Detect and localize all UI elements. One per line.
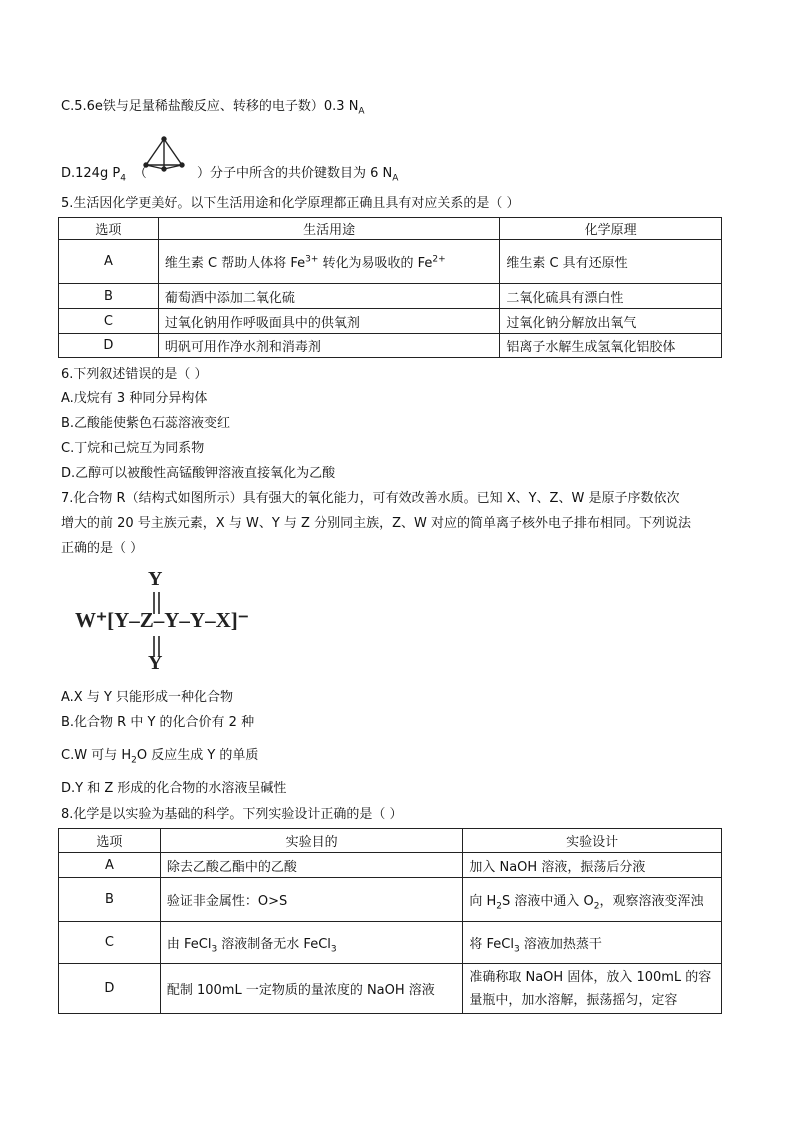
q5-row-d-principle: 铝离子水解生成氢氧化铝胶体 bbox=[500, 334, 722, 358]
structure-top-y: Y bbox=[148, 568, 163, 590]
q8-row-d-design bbox=[463, 964, 722, 1014]
q8-row-d-option: D bbox=[59, 964, 161, 1014]
q7-option-b: B.化合物 R 中 Y 的化合价有 2 种 bbox=[61, 715, 255, 730]
q4-option-c bbox=[61, 98, 365, 116]
q7-stem-line1: 7.化合物 R（结构式如图所示）具有强大的氧化能力，可有效改善水质。已知 X、Y、Z、W 是原子序数依次 bbox=[61, 491, 680, 506]
q8-row-b-option: B bbox=[59, 878, 161, 922]
q5-row-a-use-pre: 维生素 C 帮助人体将 Fe bbox=[164, 256, 306, 271]
q8-row-c-purpose-sub2: 3 bbox=[330, 944, 337, 955]
q8-row-d-design-line1: 准确称取 NaOH 固体，放入 100mL 的容 bbox=[469, 969, 712, 985]
structure-main-chain: W⁺[Y–Z–Y–Y–X]⁻ bbox=[75, 608, 249, 632]
q8-row-d-purpose: 配制 100mL 一定物质的量浓度的 NaOH 溶液 bbox=[160, 964, 463, 1014]
q8-row-c-design-post: 溶液加热蒸干 bbox=[519, 937, 602, 952]
q7-option-c-pre: C.W 可与 H bbox=[61, 748, 132, 763]
q8-header-purpose: 实验目的 bbox=[160, 829, 463, 853]
compound-r-structure bbox=[75, 566, 315, 676]
table-row bbox=[59, 240, 722, 284]
q8-row-c-purpose bbox=[160, 922, 463, 964]
q8-row-c-design-sub: 3 bbox=[513, 944, 520, 955]
q5-row-c-use: 过氧化钠用作呼吸面具中的供氧剂 bbox=[158, 309, 499, 334]
q5-row-d-use: 明矾可用作净水剂和消毒剂 bbox=[158, 334, 499, 358]
q8-row-c-purpose-pre: 由 FeCl bbox=[166, 937, 212, 952]
q4-option-c-text: C.5.6e铁与足量稀盐酸反应、转移的电子数）0.3 N bbox=[61, 99, 359, 114]
q5-row-b-principle: 二氧化硫具有漂白性 bbox=[500, 284, 722, 309]
q5-table bbox=[58, 217, 722, 358]
q5-row-a-use bbox=[158, 240, 499, 284]
q8-stem: 8.化学是以实验为基础的科学。下列实验设计正确的是（ ） bbox=[61, 807, 403, 822]
q8-row-b-design-post: ，观察溶液变浑浊 bbox=[599, 894, 704, 909]
q5-row-b-option: B bbox=[59, 284, 159, 309]
q6-stem: 6.下列叙述错误的是（ ） bbox=[61, 367, 208, 382]
q4-option-d-sub4: 4 bbox=[120, 173, 126, 184]
q8-header-row bbox=[59, 829, 722, 853]
q5-row-b-use: 葡萄酒中添加二氧化硫 bbox=[158, 284, 499, 309]
q7-option-d: D.Y 和 Z 形成的化合物的水溶液呈碱性 bbox=[61, 781, 287, 796]
q6-option-c: C.丁烷和己烷互为同系物 bbox=[61, 441, 205, 456]
q8-row-c-option: C bbox=[59, 922, 161, 964]
q8-row-d-design-line2: 量瓶中，加水溶解，振荡摇匀，定容 bbox=[469, 992, 678, 1008]
q7-option-c bbox=[61, 747, 258, 765]
q5-stem: 5.生活因化学更美好。以下生活用途和化学原理都正确且具有对应关系的是（ ） bbox=[61, 196, 520, 211]
table-row bbox=[59, 853, 722, 878]
q8-row-b-design-sub2: 2 bbox=[593, 901, 600, 912]
q4-option-d-post: ）分子中所含的共价键数目为 6 N bbox=[196, 166, 393, 181]
q8-row-c-purpose-mid: 溶液制备无水 FeCl bbox=[217, 937, 331, 952]
q4-option-d-pre: D.124g P bbox=[61, 166, 121, 181]
q8-row-b-design-sub1: 2 bbox=[496, 901, 503, 912]
q4-option-d-paren: （ bbox=[133, 166, 147, 181]
q7-option-a: A.X 与 Y 只能形成一种化合物 bbox=[61, 690, 234, 705]
q6-option-a: A.戊烷有 3 种同分异构体 bbox=[61, 391, 208, 406]
q8-row-b-purpose: 验证非金属性：O>S bbox=[160, 878, 463, 922]
q5-row-c-option: C bbox=[59, 309, 159, 334]
structure-bottom-y: Y bbox=[148, 652, 163, 674]
table-row bbox=[59, 334, 722, 358]
q5-row-a-sup1: 3+ bbox=[305, 254, 319, 265]
q8-row-a-option: A bbox=[59, 853, 161, 878]
q8-row-b-design-mid: S 溶液中通入 O bbox=[502, 894, 594, 909]
q8-row-c-purpose-sub1: 3 bbox=[211, 944, 218, 955]
table-row bbox=[59, 964, 722, 1014]
q8-row-b-design-pre: 向 H bbox=[469, 894, 497, 909]
q6-option-b: B.乙酸能使紫色石蕊溶液变红 bbox=[61, 416, 231, 431]
q5-header-use: 生活用途 bbox=[158, 218, 499, 240]
q5-row-a-sup2: 2+ bbox=[432, 254, 446, 265]
q5-row-c-principle: 过氧化钠分解放出氧气 bbox=[500, 309, 722, 334]
q8-row-a-purpose: 除去乙酸乙酯中的乙酸 bbox=[160, 853, 463, 878]
table-row bbox=[59, 922, 722, 964]
q5-row-a-use-mid: 转化为易吸收的 Fe bbox=[318, 256, 433, 271]
q4-option-c-sub: A bbox=[358, 106, 365, 117]
table-row bbox=[59, 284, 722, 309]
q5-row-a-option: A bbox=[59, 240, 159, 284]
q7-stem-line3: 正确的是（ ） bbox=[61, 541, 144, 556]
q5-header-row bbox=[59, 218, 722, 240]
q8-row-b-design bbox=[463, 878, 722, 922]
q4-option-d-subA: A bbox=[392, 173, 399, 184]
q8-row-c-design bbox=[463, 922, 722, 964]
q8-row-c-design-pre: 将 FeCl bbox=[469, 937, 514, 952]
q8-table bbox=[58, 828, 722, 1014]
q4-option-d bbox=[61, 165, 398, 183]
q8-header-design: 实验设计 bbox=[463, 829, 722, 853]
q5-row-d-option: D bbox=[59, 334, 159, 358]
table-row bbox=[59, 878, 722, 922]
q5-header-option: 选项 bbox=[59, 218, 159, 240]
q6-option-d: D.乙醇可以被酸性高锰酸钾溶液直接氧化为乙酸 bbox=[61, 466, 336, 481]
q8-row-a-design: 加入 NaOH 溶液，振荡后分液 bbox=[463, 853, 722, 878]
table-row bbox=[59, 309, 722, 334]
q5-row-a-principle: 维生素 C 具有还原性 bbox=[500, 240, 722, 284]
q7-option-c-sub: 2 bbox=[131, 755, 137, 766]
q5-header-principle: 化学原理 bbox=[500, 218, 722, 240]
q7-option-c-post: O 反应生成 Y 的单质 bbox=[136, 748, 259, 763]
q8-header-option: 选项 bbox=[59, 829, 161, 853]
q7-stem-line2: 增大的前 20 号主族元素，X 与 W、Y 与 Z 分别同主族，Z、W 对应的简单离子核外电子排布相同。下列说法 bbox=[61, 516, 691, 531]
